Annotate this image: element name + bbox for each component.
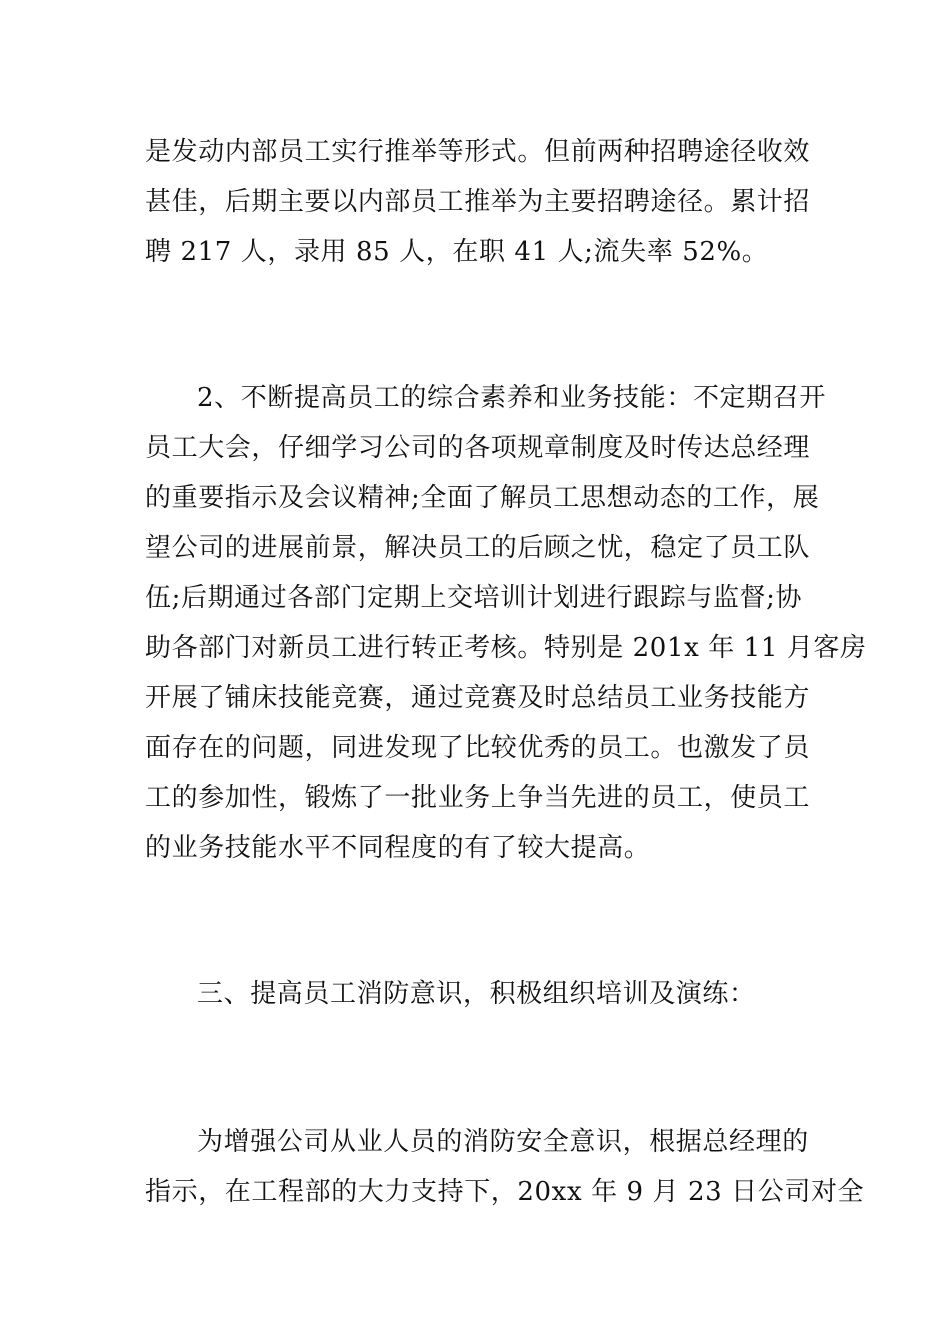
- text-line: 开展了铺床技能竞赛，通过竞赛及时总结员工业务技能方: [145, 683, 811, 713]
- text-line: 2、不断提高员工的综合素养和业务技能：不定期召开: [197, 383, 826, 413]
- text-line: 的重要指示及会议精神;全面了解员工思想动态的工作，展: [145, 483, 820, 513]
- text-line: 指示，在工程部的大力支持下，20xx 年 9 月 23 日公司对全: [145, 1177, 865, 1207]
- text-line: 的业务技能水平不同程度的有了较大提高。: [145, 833, 651, 863]
- text-line: 工的参加性，锻炼了一批业务上争当先进的员工，使员工: [145, 783, 811, 813]
- text-line: 面存在的问题，同进发现了比较优秀的员工。也激发了员: [145, 733, 811, 763]
- text-line: 望公司的进展前景，解决员工的后顾之忧，稳定了员工队: [145, 533, 811, 563]
- text-line: 员工大会，仔细学习公司的各项规章制度及时传达总经理: [145, 433, 811, 463]
- text-line: 甚佳，后期主要以内部员工推举为主要招聘途径。累计招: [145, 187, 811, 217]
- text-line: 伍;后期通过各部门定期上交培训计划进行跟踪与监督;协: [145, 583, 803, 613]
- text-line: 是发动内部员工实行推举等形式。但前两种招聘途径收效: [145, 137, 811, 167]
- section-heading: 三、提高员工消防意识，积极组织培训及演练：: [197, 979, 756, 1009]
- text-line: 聘 217 人，录用 85 人，在职 41 人;流失率 52%。: [145, 237, 769, 267]
- text-line: 为增强公司从业人员的消防安全意识，根据总经理的: [197, 1127, 809, 1157]
- text-line: 助各部门对新员工进行转正考核。特别是 201x 年 11 月客房: [145, 633, 867, 663]
